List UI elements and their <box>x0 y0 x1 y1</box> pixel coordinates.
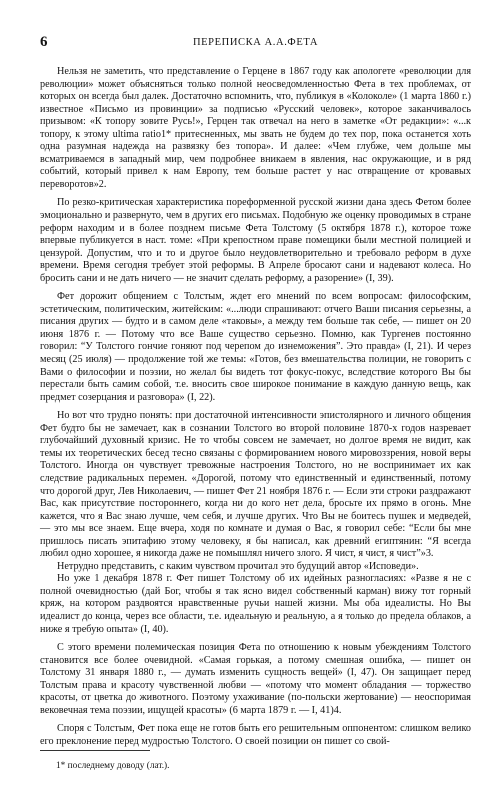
paragraph: По резко-критическая характеристика пореформенной русской жизни дана здесь Фетом более эмоционально и развернуто, чем в других его письмах. Подобную же оценку проводимых в стране реформ находим и в более позднем письме Фета Толстому (5 октября 1878 г.), которое тоже впервые публикуется в наст. томе: «При крепостном праве помещики были местной полицией и цензурой. Допустим, что и то и другое было неудовлетворительно и требовало реформ в духе времени. Время сегодня требует этой реформы. В Апреле бросают сани и надевают колеса. Но бросить сани и не дать ничего — не значит сделать реформу, а разорение» (I, 39). <box>40 197 471 284</box>
paragraph: Но вот что трудно понять: при достаточной интенсивности эпистолярного и личного общения Фет будто бы не замечает, как в сознании Толстого во второй половине 1870-х годов назревает глубочайший духовный кризис. Не то чтобы совсем не замечает, но долгое время не видит, как темы их теоретических бесед тесно связаны с формированием нового мировоззрения, новой веры Толстого. Иногда он чувствует тревожные настроения Толстого, но не воспринимает их как следствие радикальных перемен. «Дорогой, потому что единственный и единственный, потому что дорогой друг, Лев Николаевич, — пишет Фет 21 ноября 1876 г. — Если эти строки раздражают Вас, как присутствие постороннего, когда ни до кого нет дела, бросьте их прямо в огонь. Мне кажется, что я Вас знаю лучше, чем себя, и лучше других. Что Вы не боитесь пушек и медведей, — это мы все знаем. Еще вчера, ходя по комнате и думая о Вас, я говорил себе: “Если бы мне пришлось писать эпитафию этому человеку, я бы написал, как древний египтянин: “Я всегда любил одно хорошее, я никогда даже не помышлял ничего злого. Я чист, я чист, я чист”»3. <box>40 410 471 560</box>
page-number: 6 <box>40 34 48 50</box>
paragraph: Фет дорожит общением с Толстым, ждет его мнений по всем вопросам: философским, эстетическим, политическим, житейским: «...люди спрашивают: отчего Ваши писания серьезны, а писания других — будто и в самом деле «таковы», а между тем больше так себе, — пишет он 20 июня 1876 г. — Потому что все Ваше существо серьезно. Помню, как Тургенев постоянно говорил: “У Толстого гончие гоняют под черепом до изнеможения”. Это правда» (I, 21). И через месяц (25 июля) — продолжение той же темы: «Готов, без вмешательства полиции, не говорить с Вами о философии и поэзии, но желал бы видеть тот фокус-покус, вследствие которого Вы бы перестали быть самим собой, т.е. вносить свое широкое понимание в каждую данную вещь, как предмет созерцания и разговора» (I, 22). <box>40 291 471 403</box>
paragraph: Нетрудно представить, с каким чувством прочитал это будущий автор «Исповеди». <box>57 560 419 572</box>
body-text <box>40 66 471 748</box>
running-title: ПЕРЕПИСКА А.А.ФЕТА <box>192 37 319 48</box>
paragraph: Но уже 1 декабря 1878 г. Фет пишет Толстому об их идейных разногласиях: «Разве я не с полной очевидностью (дай Бог, чтобы я так ясно видел собственный карман) вижу тот горный кряж, на котором раздвоятся нравственные ручьи нашей жизни. Мы оба идеалисты. Но Вы идеалист до конца, через все области, т.е. идеальную и реальную, а я только до предела облаков, а ниже я требую опыта» (I, 40). <box>40 573 471 635</box>
paragraph: Споря с Толстым, Фет пока еще не готов быть его решительным оппонентом: слишком велико его преклонение перед мудростью Толстого. О своей позиции он пишет со свой- <box>40 723 471 747</box>
footnote-divider <box>40 750 150 751</box>
footnote: 1* последнему доводу (лат.). <box>56 761 170 771</box>
page-header <box>40 34 471 56</box>
paragraph: Нельзя не заметить, что представление о Герцене в 1867 году как апологете «революции для революции» может объясняться только полной неосведомленностью Фета в тех проблемах, от которых он всегда был далек. Достаточно вспомнить, что, публикуя в «Колоколе» (1 марта 1860 г.) известное «Письмо из провинции» за подписью «Русский человек», которое заканчивалось призывом: «К топору зовите Русь!», Герцен так отвечал на него в заметке «От редакции»: «...к топору, к этому ultima ratio1* притесненных, мы звать не будем до тех пор, пока останется хоть одна разумная надежда на развязку без топора». И далее: «Чем глубже, чем дольше мы всматриваемся в западный мир, чем подробнее вникаем в явления, нас окружающие, и в ряд событий, который привел к нам Европу, тем больше растет у нас отвращение от кровавых переворотов»2. <box>40 66 471 190</box>
paragraph: С этого времени полемическая позиция Фета по отношению к новым убеждениям Толстого становится все более очевидной. «Самая горькая, а потому смешная ошибка, — пишет он Толстому 31 января 1880 г., — думать изменить сущность вещей» (I, 47). Он защищает перед Толстым права и красоту чувственной любви — «потому что момент обладания — торжество красоты, от цветка до животного. Поэтому ухаживание (по-польски жертование) — неоспоримая вековечная тема поэзии, ищущей красоты» (6 марта 1879 г. — I, 41)4. <box>40 642 471 716</box>
